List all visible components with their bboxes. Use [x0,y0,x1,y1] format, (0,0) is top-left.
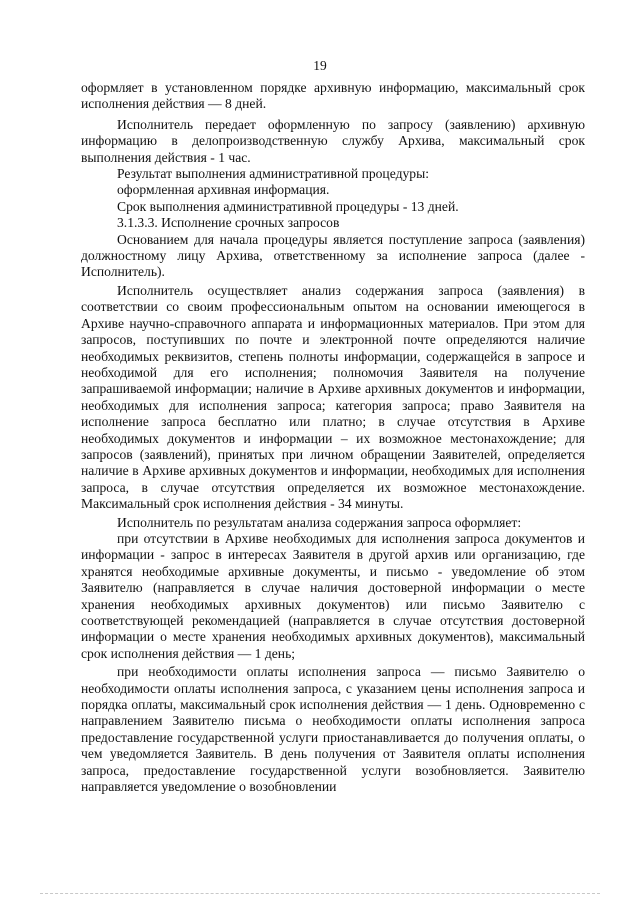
paragraph-duration: Срок выполнения административной процедуры - 13 дней. [117,198,459,214]
footer-divider [40,893,600,894]
paragraph-transfer: Исполнитель передает оформленную по запросу (заявлению) архивную информацию в делопроизводственную службу Архива, максимальный срок выполнения действия - 1 час. [81,116,585,165]
paragraph-analysis: Исполнитель осуществляет анализ содержания запроса (заявления) в соответствии со своим профессиональным опытом на основании имеющегося в Архиве научно-справочного аппарата и информационных материалов. При этом для запросов, поступивших по почте и электронной почте определяются наличие необходимых реквизитов, степень полноты информации, содержащейся в запросе и необходимой для его исполнения; полномочия Заявителя на получение запрашиваемой информации; наличие в Архиве архивных документов и информации, необходимых для исполнения запроса; категория запроса; право Заявителя на исполнение запроса бесплатно или платно; в случае отсутствия в Архиве необходимых документов и информации – их возможное местонахождение; для запросов (заявлений), принятых при личном обращении Заявителей, определяется наличие в Архиве архивных документов и информации, необходимых для исполнения запроса, в случае отсутствия определяется их возможное местонахождение. Максимальный срок исполнения действия - 34 минуты. [81,282,585,512]
paragraph-result-heading: Результат выполнения административной процедуры: [117,166,429,182]
paragraph-basis: Основанием для начала процедуры является поступление запроса (заявления) должностному лицу Архива, ответственному за исполнение запроса (далее - Исполнитель). [81,231,585,280]
list-item-payment: при необходимости оплаты исполнения запроса — письмо Заявителю о необходимости оплаты исполнения запроса, с указанием цены исполнения запроса и порядка оплаты, максимальный срок исполнения действия — 1 день. Одновременно с направлением Заявителю письма о необходимости оплаты исполнения запроса предоставление государственной услуги приостанавливается до получения оплаты, о чем уведомляется Заявитель. В день получения от Заявителя оплаты исполнения запроса, предоставление государственной услуги возобновляется. Заявителю направляется уведомление о возобновлении [81,664,585,795]
paragraph-result-value: оформленная архивная информация. [117,182,330,198]
list-item-no-documents: при отсутствии в Архиве необходимых для исполнения запроса документов и информации - запрос в интересах Заявителя в другой архив или организацию, где хранятся необходимые архивные документы, и письмо - уведомление об этом Заявителю (направляется в случае наличия достоверной информации о месте хранения необходимых архивных документов) или письмо Заявителю с соответствующей рекомендацией (направляется в случае отсутствия достоверной информации о месте хранения необходимых архивных документов), максимальный срок исполнения действия — 1 день; [81,530,585,661]
body-text [81,80,585,795]
page-number: 19 [313,58,327,73]
section-heading-urgent-requests: 3.1.3.3. Исполнение срочных запросов [117,215,340,231]
paragraph-continuation: оформляет в установленном порядке архивную информацию, максимальный срок исполнения действия — 8 дней. [81,80,585,112]
paragraph-outcome-intro: Исполнитель по результатам анализа содержания запроса оформляет: [117,514,522,530]
